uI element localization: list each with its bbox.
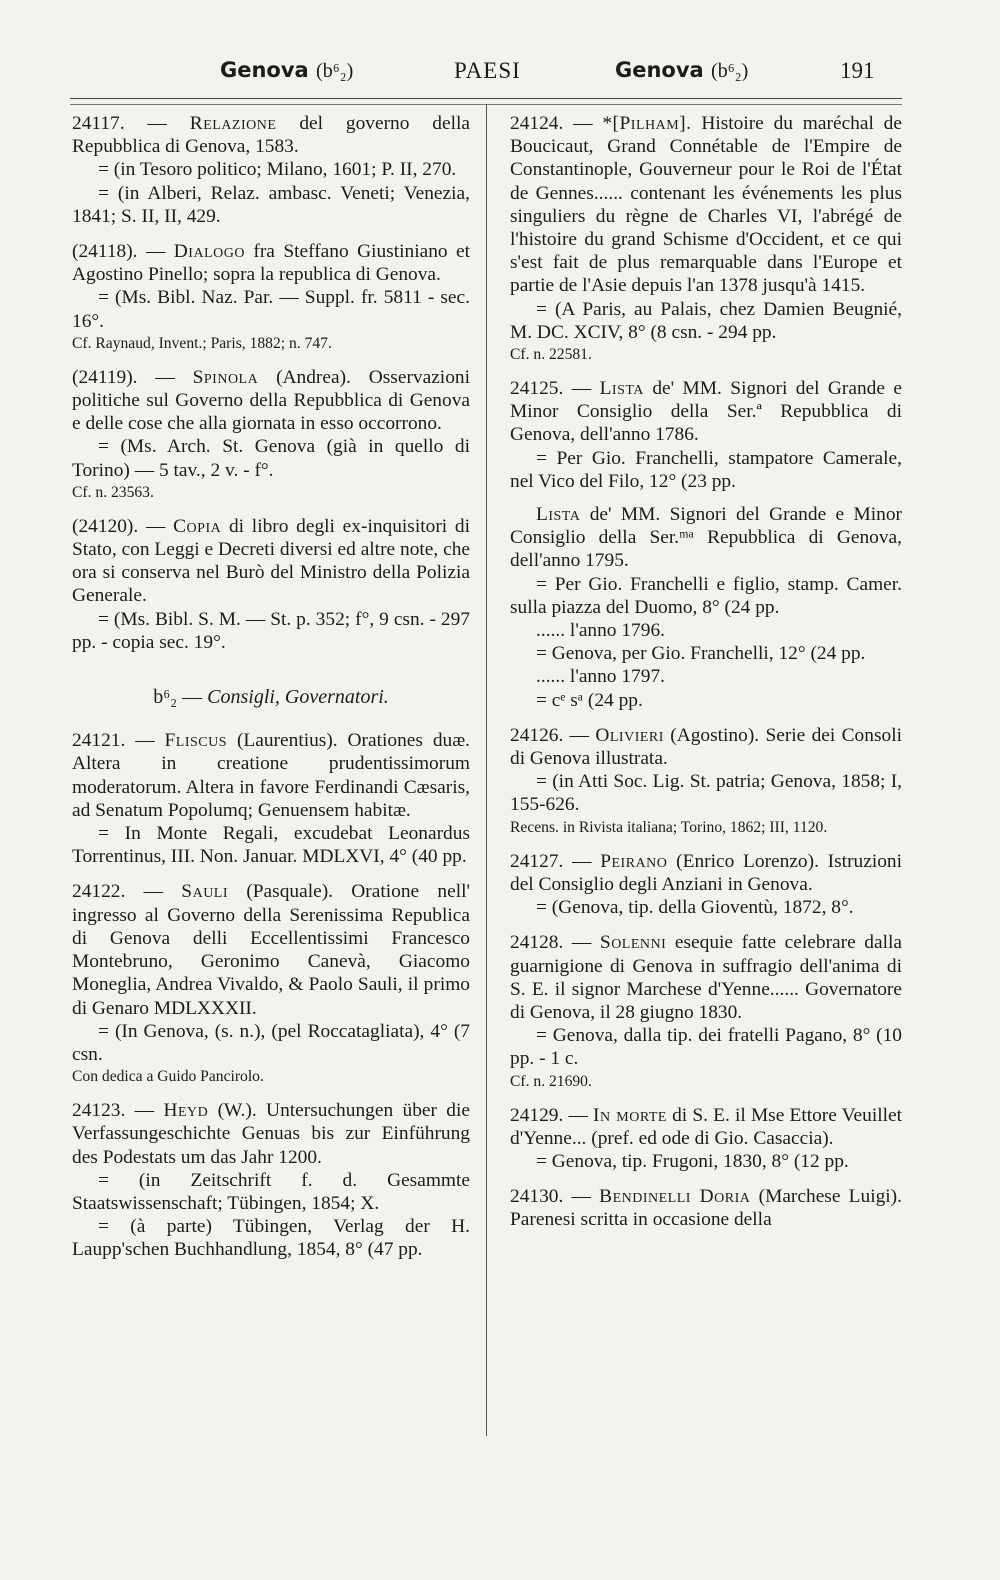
entry-24130: 24130. — Bendinelli Doria (Marchese Luigi). Parenesi scritta in occasione della xyxy=(510,1186,902,1231)
page-number: 191 xyxy=(840,58,875,83)
entry-24118: (24118). — Dialogo fra Steffano Giustiniano et Agostino Pinello; sopra la republica di Genova. = (Ms. Bibl. Naz. Par. — Suppl. fr. 5811 - sec. 16°. Cf. Raynaud, Invent.; Paris, 1882; n. 747. xyxy=(72,241,471,352)
entry-imprint: = (Ms. Arch. St. Genova (già in quello di Torino) — 5 tav., 2 v. - f°. xyxy=(72,436,470,481)
entry-author: Bendinelli Doria xyxy=(599,1186,751,1208)
entry-number: 24127. xyxy=(510,850,564,872)
header-center-title: PAESI xyxy=(454,58,521,83)
entry-imprint: = In Monte Regali, excudebat Leonardus Torrentinus, III. Non. Januar. MDLXVI, 4° (40 pp. xyxy=(72,823,470,868)
entry-imprint: = (in Alberi, Relaz. ambasc. Veneti; Venezia, 1841; S. II, II, 429. xyxy=(72,182,470,227)
entry-imprint: = (in Zeitschrift f. d. Gesammte Staatswissenschaft; Tübingen, 1854; X. xyxy=(72,1169,470,1214)
right-column xyxy=(510,112,902,1244)
entry-note: Cf. n. 21690. xyxy=(510,1072,592,1090)
entry-imprint: = (A Paris, au Palais, chez Damien Beugnié, M. DC. XCIV, 8° (8 csn. - 294 pp. xyxy=(510,298,902,343)
entry-note: Cf. n. 23563. xyxy=(72,483,154,501)
entry-number: 24121. xyxy=(72,730,126,752)
entry-author: Spinola xyxy=(192,366,259,388)
entry-author: In morte xyxy=(593,1104,667,1126)
entry-title: di S. E. il Mse Ettore Veuillet d'Yenne... (pref. ed ode di Gio. Casaccia). xyxy=(510,1104,902,1149)
entry-24121: 24121. — Fliscus (Laurentius). Orationes duæ. Altera in creatione prudentissimorum moderatorum. Altera in favore Ferdinandi Cæsaris, ad Senatum Popolumq; Genuensem habitæ. = In Monte Regali, excudebat Leonardus Torrentinus, III. Non. Januar. MDLXVI, 4° (40 pp. xyxy=(72,730,470,868)
entry-number: (24120). xyxy=(72,515,139,537)
left-column xyxy=(72,112,470,1274)
section-title: Consigli, Governatori. xyxy=(207,686,389,709)
entry-24124: 24124. — *[Pilham]. Histoire du maréchal de Boucicaut, Grand Connétable de l'Empire de Constantinople, Gouverneur pour le Roi de l'État de Gennes...... contenant les événements les plus singuliers du règne de Charles VI, l'abrégé de l'histoire du grand Schisme d'Occident, et ce qui s'est fait de plus remarquable dans l'Europe et partie de l'Asie depuis l'an 1378 jusqu'à 1415. = (A Paris, au Palais, chez Damien Beugnié, M. DC. XCIV, 8° (8 csn. - 294 pp. Cf. n. 22581. xyxy=(510,113,902,364)
entry-author: Relazione xyxy=(189,113,277,134)
entry-imprint: = (In Genova, (s. n.), (pel Roccatagliata), 4° (7 csn. xyxy=(72,1020,470,1065)
section-code: b⁶₂ xyxy=(153,686,178,709)
entry-number: 24130. xyxy=(510,1186,564,1208)
entry-imprint: = cᵉ sᵃ (24 pp. xyxy=(536,689,643,711)
entry-title: di libro degli ex-inquisitori di Stato, con Leggi e Decreti diversi ed altre note, che ora si conserva nel Burò del Ministro della Polizia Generale. xyxy=(72,515,470,607)
entry-imprint: = Genova, tip. Frugoni, 1830, 8° (12 pp. xyxy=(536,1150,849,1172)
entry-note: Cf. n. 22581. xyxy=(510,346,592,364)
entry-title: (Pasquale). Oratione nell' ingresso al Governo della Serenissima Republica di Genova delli Eccellentissimi Francesco Montebruno, Geronimo Canevà, Giacomo Moneglia, Andrea Vivaldo, & Paolo Sauli, il primo di Genaro MDLXXXII. xyxy=(72,881,470,1019)
entry-number: 24129. xyxy=(510,1104,564,1126)
entry-imprint: = Per Gio. Franchelli e figlio, stamp. Camer. sulla piazza del Duomo, 8° (24 pp. xyxy=(510,573,902,618)
entry-imprint: = (à parte) Tübingen, Verlag der H. Laupp'schen Buchhandlung, 1854, 8° (47 pp. xyxy=(72,1216,470,1261)
entry-imprint: = (Genova, tip. della Gioventù, 1872, 8°. xyxy=(536,897,854,919)
entry-number: 24123. xyxy=(72,1100,126,1122)
entry-24129: 24129. — In morte di S. E. il Mse Ettore Veuillet d'Yenne... (pref. ed ode di Gio. Casaccia). = Genova, tip. Frugoni, 1830, 8° (12 pp. xyxy=(510,1104,902,1172)
entry-title: (W.). Untersuchungen über die Verfassungeschichte Genuas bis zur Einführung des Podestats um das Jahr 1200. xyxy=(72,1100,470,1168)
entry-note: Cf. Raynaud, Invent.; Paris, 1882; n. 747. xyxy=(72,334,332,352)
entry-title: (Andrea). Osservazioni politiche sul Governo della Repubblica di Genova e delle cose che alla giornata in esso occorrono. xyxy=(72,366,470,435)
entry-24122: 24122. — Sauli (Pasquale). Oratione nell' ingresso al Governo della Serenissima Republica di Genova delli Eccellentissimi Francesco Montebruno, Geronimo Canevà, Giacomo Moneglia, Andrea Vivaldo, & Paolo Sauli, il primo di Genaro MDLXXXII. = (In Genova, (s. n.), (pel Roccatagliata), 4° (7 csn. Con dedica a Guido Pancirolo. xyxy=(72,881,470,1086)
running-header xyxy=(70,58,902,98)
entry-title: de' MM. Signori del Grande e Minor Consiglio della Ser.ª Repubblica di Genova, dell'anno 1786. xyxy=(510,378,902,446)
entry-number: 24126. xyxy=(510,724,564,746)
entry-title: (Laurentius). Orationes duæ. Altera in creatione prudentissimorum moderatorum. Altera in favore Ferdinandi Cæsaris, ad Senatum Popolumq; Genuensem habitæ. xyxy=(72,730,470,821)
entry-24125: 24125. — Lista de' MM. Signori del Grande e Minor Consiglio della Ser.ª Repubblica di Genova, dell'anno 1786. = Per Gio. Franchelli, stampatore Camerale, nel Vico del Filo, 12° (23 pp. Lista de' MM. Signori del Grande e Minor Consiglio della Ser.ᵐᵃ Repubblica di Genova, dell'anno 1795. = Per Gio. Franchelli e figlio, stamp. Camer. sulla piazza del Duomo, 8° (24 pp. ...... l'anno 1796. = Genova, per Gio. Franchelli, 12° (24 pp. ...... l'anno 1797. = cᵉ sᵃ (24 pp. xyxy=(510,378,902,711)
entry-note: Con dedica a Guido Pancirolo. xyxy=(72,1068,264,1086)
entry-author: Dialogo xyxy=(173,241,245,263)
entry-number: (24118). xyxy=(72,241,138,263)
entry-24126: 24126. — Olivieri (Agostino). Serie dei Consoli di Genova illustrata. = (in Atti Soc. Lig. St. patria; Genova, 1858; I, 155-626. Recens. in Rivista italiana; Torino, 1862; III, 1120. xyxy=(510,724,902,836)
entry-title: (Enrico Lorenzo). Istruzioni del Consiglio degli Anziani in Genova. xyxy=(510,850,902,895)
column-divider xyxy=(486,104,487,1436)
header-right-title: Genova (b⁶₂) xyxy=(615,58,749,82)
entry-24128: 24128. — Solenni esequie fatte celebrare dalla guarnigione di Genova in suffragio dell'anima di S. E. il signor Marchese d'Yenne...... Governatore di Genova, il 28 giugno 1830. = Genova, dalla tip. dei fratelli Pagano, 8° (10 pp. - 1 c. Cf. n. 21690. xyxy=(510,932,902,1090)
entry-24119: (24119). — Spinola (Andrea). Osservazioni politiche sul Governo della Repubblica di Genova e delle cose che alla giornata in esso occorrono. = (Ms. Arch. St. Genova (già in quello di Torino) — 5 tav., 2 v. - f°. Cf. n. 23563. xyxy=(72,366,470,501)
entry-title: Histoire du maréchal de Boucicaut, Grand Connétable de l'Empire de Constantinople, Gouverneur pour le Roi de l'État de Gennes...... contenant les événements les plus singuliers du règne de Charles VI, l'abrégé de l'histoire du grand Schisme d'Occident, et ce qui s'est fait de plus remarquable dans l'Europe et partie de l'Asie depuis l'an 1378 jusqu'à 1415. xyxy=(510,113,902,297)
entry-number: 24122. xyxy=(72,881,126,903)
header-rule xyxy=(70,98,902,99)
entry-author: Olivieri xyxy=(595,724,664,746)
entry-number: 24125. xyxy=(510,378,564,400)
entry-title: (Marchese Luigi). Parenesi scritta in occasione della xyxy=(510,1186,902,1231)
entry-subtitle: Lista de' MM. Signori del Grande e Minor Consiglio della Ser.ᵐᵃ Repubblica di Genova, dell'anno 1795. xyxy=(510,504,902,572)
entry-24120: (24120). — Copia di libro degli ex-inquisitori di Stato, con Leggi e Decreti diversi ed altre note, che ora si conserva nel Burò del Ministro della Polizia Generale. = (Ms. Bibl. S. M. — St. p. 352; f°, 9 csn. - 297 pp. - copia sec. 19°. xyxy=(72,515,470,653)
section-heading: b⁶₂ — Consigli, Governatori. xyxy=(153,686,389,709)
entry-imprint: = Genova, dalla tip. dei fratelli Pagano, 8° (10 pp. - 1 c. xyxy=(510,1025,902,1070)
entry-author: Lista xyxy=(599,378,644,400)
entry-author: Heyd xyxy=(163,1100,209,1122)
entry-author: *[Pilham]. xyxy=(602,113,692,134)
entry-title: esequie fatte celebrare dalla guarnigione di Genova in suffragio dell'anima di S. E. il signor Marchese d'Yenne...... Governatore di Genova, il 28 giugno 1830. xyxy=(510,932,902,1023)
entry-number: 24124. xyxy=(510,113,564,134)
entry-number: 24117. xyxy=(72,113,125,134)
entry-24117: 24117. — Relazione del governo della Repubblica di Genova, 1583. = (in Tesoro politico; Milano, 1601; P. II, 270. = (in Alberi, Relaz. ambasc. Veneti; Venezia, 1841; S. II, II, 429. xyxy=(72,113,470,227)
entry-author: Solenni xyxy=(599,932,667,954)
entry-author: Peirano xyxy=(600,850,668,872)
entry-title: fra Steffano Giustiniano et Agostino Pinello; sopra la republica di Genova. xyxy=(72,241,471,286)
entry-24123: 24123. — Heyd (W.). Untersuchungen über die Verfassungeschichte Genuas bis zur Einführung des Podestats um das Jahr 1200. = (in Zeitschrift f. d. Gesammte Staatswissenschaft; Tübingen, 1854; X. = (à parte) Tübingen, Verlag der H. Laupp'schen Buchhandlung, 1854, 8° (47 pp. xyxy=(72,1100,470,1261)
entry-title: del governo della Repubblica di Genova, 1583. xyxy=(72,113,470,158)
entry-number: 24128. xyxy=(510,932,564,954)
entry-author: Copia xyxy=(173,515,222,537)
entry-imprint: = Per Gio. Franchelli, stampatore Camerale, nel Vico del Filo, 12° (23 pp. xyxy=(510,447,902,492)
entry-number: (24119). xyxy=(72,366,138,388)
header-left-title: Genova (b⁶₂) xyxy=(220,58,354,82)
entry-author: Sauli xyxy=(181,881,229,903)
entry-imprint: ...... l'anno 1796. xyxy=(536,620,665,642)
entry-24127: 24127. — Peirano (Enrico Lorenzo). Istruzioni del Consiglio degli Anziani in Genova. = (Genova, tip. della Gioventù, 1872, 8°. xyxy=(510,850,902,919)
entry-imprint: = (Ms. Bibl. Naz. Par. — Suppl. fr. 5811 - sec. 16°. xyxy=(72,287,470,332)
entry-imprint: = (Ms. Bibl. S. M. — St. p. 352; f°, 9 csn. - 297 pp. - copia sec. 19°. xyxy=(72,608,470,653)
entry-author: Fliscus xyxy=(164,730,228,752)
entry-title: (Agostino). Serie dei Consoli di Genova illustrata. xyxy=(510,724,902,770)
entry-imprint: = Genova, per Gio. Franchelli, 12° (24 pp. xyxy=(536,643,866,665)
entry-note: Recens. in Rivista italiana; Torino, 1862; III, 1120. xyxy=(510,818,828,836)
entry-imprint: = (in Atti Soc. Lig. St. patria; Genova, 1858; I, 155-626. xyxy=(510,771,902,816)
entry-imprint: ...... l'anno 1797. xyxy=(536,666,665,688)
entry-imprint: = (in Tesoro politico; Milano, 1601; P. II, 270. xyxy=(98,159,457,181)
